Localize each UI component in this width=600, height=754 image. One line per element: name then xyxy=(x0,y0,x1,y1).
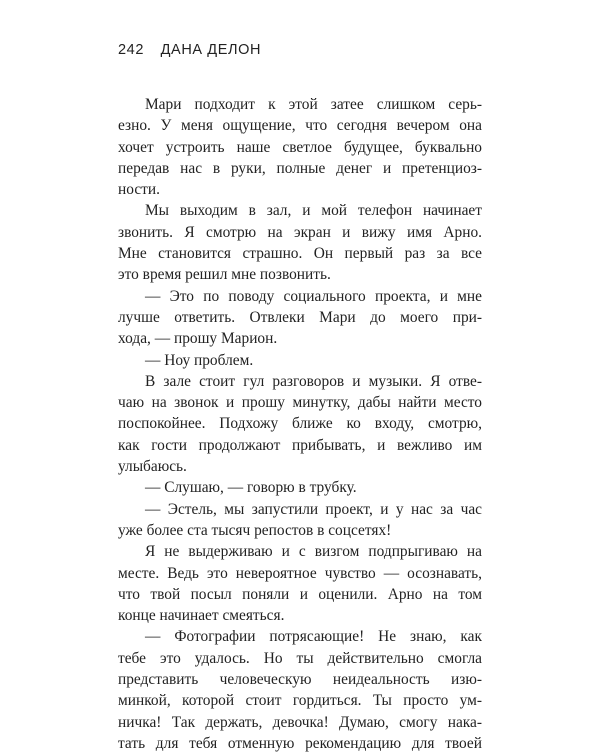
text-line: тебе это удалось. Но ты действительно смогла xyxy=(118,649,482,667)
text-line: минкой, которой стоит гордиться. Ты просто ум- xyxy=(118,692,482,710)
text-line: Я не выдерживаю и с визгом подпрыгиваю на xyxy=(145,543,482,561)
text-line: месте. Ведь это невероятное чувство — осознавать, xyxy=(118,564,482,582)
text-line: это время решил мне позвонить. xyxy=(118,266,331,284)
paragraph xyxy=(118,499,482,542)
text-line: хода, — прошу Марион. xyxy=(118,330,278,348)
text-line: — Эстель, мы запустили проект, и у нас за час xyxy=(145,500,482,518)
text-line: — Это по поводу социального проекта, и мне xyxy=(145,287,482,305)
text-line: звонить. Я смотрю на экран и вижу имя Арно. xyxy=(118,223,482,241)
running-head xyxy=(118,42,261,58)
body-text xyxy=(118,94,482,754)
text-line: как гости продолжают прибывать, и вежливо им xyxy=(118,436,482,454)
text-line: ности. xyxy=(118,181,160,199)
paragraph xyxy=(118,350,482,371)
text-line: хочет устроить наше светлое будущее, буквально xyxy=(118,138,482,156)
text-line: Мари подходит к этой затее слишком серь- xyxy=(145,96,482,113)
text-line: Мы выходим в зал, и мой телефон начинает xyxy=(145,202,482,220)
text-line: чаю на звонок и прошу минутку, дабы найти место xyxy=(118,394,482,412)
text-line: что твой посыл поняли и оценили. Арно на том xyxy=(118,585,482,603)
paragraph xyxy=(118,94,482,200)
text-line: — Фотографии потрясающие! Не знаю, как xyxy=(145,628,482,646)
paragraph xyxy=(118,200,482,285)
text-line: уже более ста тысяч репостов в соцсетях! xyxy=(118,521,392,539)
paragraph xyxy=(118,541,482,626)
author-name: ДАНА ДЕЛОН xyxy=(160,42,262,58)
text-line: — Ноу проблем. xyxy=(145,351,254,369)
text-line: лучше ответить. Отвлеки Мари до моего при- xyxy=(118,308,482,326)
paragraph xyxy=(118,286,482,350)
paragraph xyxy=(118,626,482,754)
text-line: передав нас в руки, полные денег и претенциоз- xyxy=(118,159,482,177)
text-line: — Слушаю, — говорю в трубку. xyxy=(145,479,357,497)
text-line: езно. У меня ощущение, что сегодня вечером она xyxy=(118,117,482,135)
text-line: ничка! Так держать, девочка! Думаю, смогу нака- xyxy=(118,713,482,731)
text-line: представить человеческую неидеальность изю- xyxy=(118,671,482,689)
text-line: Мне становится страшно. Он первый раз за все xyxy=(118,245,482,263)
page-number: 242 xyxy=(118,42,144,58)
text-line: улыбаюсь. xyxy=(118,458,187,476)
paragraph xyxy=(118,371,482,477)
paragraph xyxy=(118,477,482,498)
text-line: поспокойнее. Подхожу ближе ко входу, смотрю, xyxy=(118,415,482,433)
text-line: В зале стоит гул разговоров и музыки. Я отве- xyxy=(145,372,482,390)
text-line: тать для тебя отменную рекомендацию для твоей xyxy=(118,734,482,752)
text-line: конце начинает смеяться. xyxy=(118,607,285,625)
